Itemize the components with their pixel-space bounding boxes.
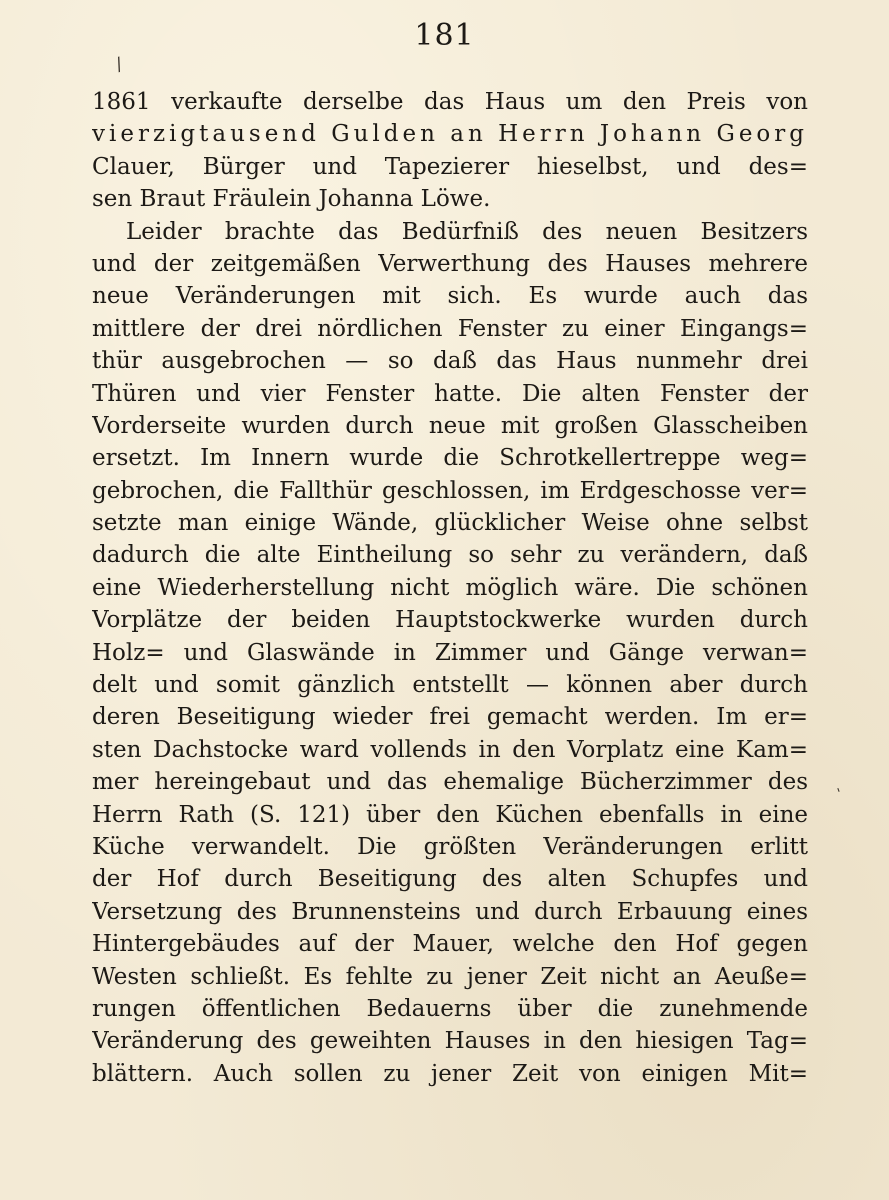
text-line: rungen öffentlichen Bedauerns über die zunehmende xyxy=(92,995,808,1022)
text-line: Küche verwandelt. Die größten Veränderungen erlitt xyxy=(92,833,808,860)
text-line: eine Wiederherstellung nicht möglich wäre. Die schönen xyxy=(92,574,808,601)
margin-mark: / xyxy=(112,53,126,76)
text-line: sten Dachstocke ward vollends in den Vorplatz eine Kam= xyxy=(92,736,808,763)
text-line: Vorplätze der beiden Hauptstockwerke wurden durch xyxy=(92,607,808,634)
text-line: Versetzung des Brunnensteins und durch Erbauung eines xyxy=(92,898,808,925)
page-number: 181 xyxy=(414,18,475,53)
text-line: Holz= und Glaswände in Zimmer und Gänge verwan= xyxy=(92,639,808,666)
text-line: Herrn Rath (S. 121) über den Küchen ebenfalls in eine xyxy=(92,801,808,828)
text-line: Westen schließt. Es fehlte zu jener Zeit nicht an Aeuße= xyxy=(92,963,808,990)
text-line: gebrochen, die Fallthür geschlossen, im Erdgeschosse ver= xyxy=(92,477,808,504)
text-line: Veränderung des geweihten Hauses in den hiesigen Tag= xyxy=(92,1028,808,1055)
text-line: Thüren und vier Fenster hatte. Die alten Fenster der xyxy=(92,380,808,407)
text-line: Clauer, Bürger und Tapezierer hieselbst, und des= xyxy=(92,153,808,180)
text-line: und der zeitgemäßen Verwerthung des Hauses mehrere xyxy=(92,250,808,277)
text-line: 1861 verkaufte derselbe das Haus um den Preis von xyxy=(92,89,808,115)
text-line: mittlere der drei nördlichen Fenster zu einer Eingangs= xyxy=(92,315,808,342)
text-line: neue Veränderungen mit sich. Es wurde auch das xyxy=(92,283,808,310)
text-line: mer hereingebaut und das ehemalige Bücherzimmer des xyxy=(92,769,808,796)
text-line: ersetzt. Im Innern wurde die Schrotkellertreppe weg= xyxy=(92,445,808,472)
text-line: thür ausgebrochen — so daß das Haus nunmehr drei xyxy=(92,348,808,375)
text-line: delt und somit gänzlich entstellt — können aber durch xyxy=(92,672,808,699)
text-line: Hintergebäudes auf der Mauer, welche den Hof gegen xyxy=(92,931,808,958)
text-line: vierzigtausend Gulden an Herrn Johann Georg xyxy=(92,121,808,148)
text-line: sen Braut Fräulein Johanna Löwe. xyxy=(92,186,491,213)
text-line: blättern. Auch sollen zu jener Zeit von einigen Mit= xyxy=(92,1060,808,1087)
text-line: Vorderseite wurden durch neue mit großen Glasscheiben xyxy=(92,412,808,439)
text-line: dadurch die alte Eintheilung so sehr zu verändern, daß xyxy=(92,542,808,569)
body-text xyxy=(92,86,808,1090)
text-line: Leider brachte das Bedürfniß des neuen Besitzers xyxy=(126,218,808,245)
text-line: deren Beseitigung wieder frei gemacht werden. Im er= xyxy=(92,704,808,731)
text-line: setzte man einige Wände, glücklicher Weise ohne selbst xyxy=(92,510,808,537)
text-line: der Hof durch Beseitigung des alten Schupfes und xyxy=(92,866,808,893)
margin-mark: ' xyxy=(835,785,845,803)
